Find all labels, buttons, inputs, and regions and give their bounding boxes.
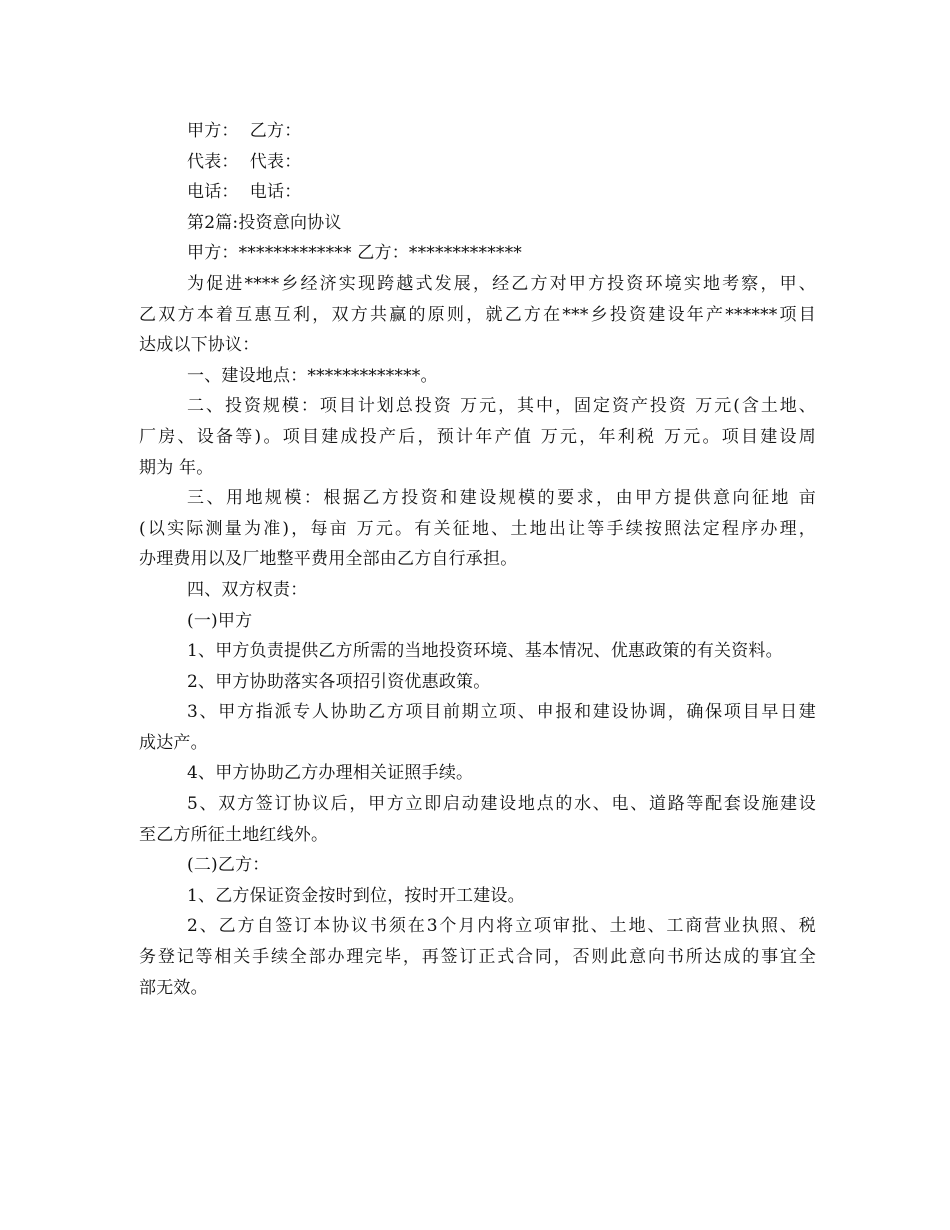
document-line: 三、用地规模：根据乙方投资和建设规模的要求，由甲方提供意向征地 亩: [187, 488, 816, 509]
document-line: 3、甲方指派专人协助乙方项目前期立项、申报和建设协调，确保项目早日建: [187, 702, 816, 723]
document-line: (一)甲方: [187, 610, 253, 631]
document-line: 二、投资规模：项目计划总投资 万元，其中，固定资产投资 万元(含土地、: [187, 396, 816, 417]
document-line: 2、乙方自签订本协议书须在3个月内将立项审批、土地、工商营业执照、税: [187, 916, 816, 937]
document-line: 四、双方权责：: [187, 579, 308, 600]
document-line: 部无效。: [139, 977, 208, 998]
document-line: 一、建设地点：*************。: [187, 365, 438, 386]
document-line: (以实际测量为准)，每亩 万元。有关征地、土地出让等手续按照法定程序办理，: [139, 518, 816, 539]
document-line: 代表： 代表：: [187, 151, 302, 172]
document-line: 厂房、设备等)。项目建成投产后，预计年产值 万元，年利税 万元。项目建设周: [139, 426, 816, 447]
document-line: 达成以下协议：: [139, 335, 260, 356]
document-body: [139, 116, 816, 1003]
document-line: 至乙方所征土地红线外。: [139, 824, 329, 845]
document-line: 1、甲方负责提供乙方所需的当地投资环境、基本情况、优惠政策的有关资料。: [187, 641, 783, 662]
document-line: 5、双方签订协议后，甲方立即启动建设地点的水、电、道路等配套设施建设: [187, 794, 816, 815]
document-line: 1、乙方保证资金按时到位，按时开工建设。: [187, 885, 525, 906]
document-line: 为促进****乡经济实现跨越式发展，经乙方对甲方投资环境实地考察，甲、: [187, 273, 816, 294]
document-line: 办理费用以及厂地整平费用全部由乙方自行承担。: [139, 549, 518, 570]
document-line: 甲方：************* 乙方：*************: [187, 243, 523, 264]
document-line: 甲方： 乙方：: [187, 121, 302, 141]
document-line: 电话： 电话：: [187, 182, 302, 203]
document-line: 乙双方本着互惠互利，双方共赢的原则，就乙方在***乡投资建设年产******项目: [139, 304, 816, 325]
document-line: 务登记等相关手续全部办理完毕，再签订正式合同，否则此意向书所达成的事宜全: [139, 947, 816, 968]
document-line: (二)乙方：: [187, 855, 270, 876]
document-line: 2、甲方协助落实各项招引资优惠政策。: [187, 671, 491, 692]
document-line: 期为 年。: [139, 457, 214, 478]
document-line: 成达产。: [139, 732, 208, 753]
document-line: 第2篇:投资意向协议: [187, 212, 342, 233]
document-line: 4、甲方协助乙方办理相关证照手续。: [187, 763, 474, 784]
